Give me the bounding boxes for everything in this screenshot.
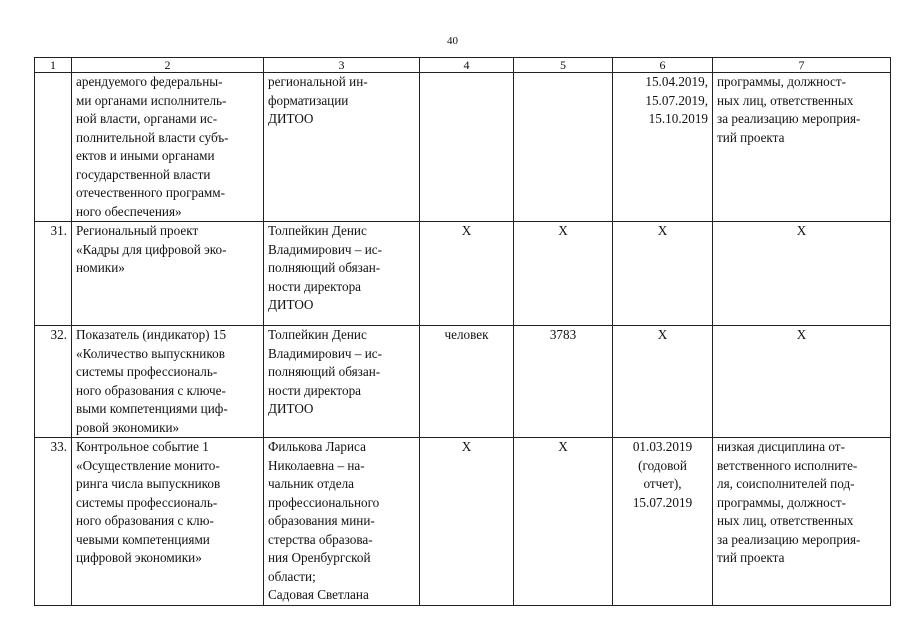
value-cell: Х (514, 222, 613, 326)
note-cell: Х (713, 222, 891, 326)
responsible-person: Толпейкин Денис Владимирович – ис- полняющий обязан- ности директора ДИТОО (264, 326, 420, 438)
unit-cell: Х (420, 222, 514, 326)
value-cell: Х (514, 438, 613, 606)
column-header: 6 (613, 58, 713, 73)
deadline-cell: 15.04.2019, 15.07.2019, 15.10.2019 (613, 73, 713, 222)
table-row (35, 222, 891, 326)
row-number: 31. (35, 222, 72, 326)
row-number: 33. (35, 438, 72, 606)
column-header: 3 (264, 58, 420, 73)
note-cell: Х (713, 326, 891, 438)
event-description: Контрольное событие 1 «Осуществление монито- ринга числа выпускников системы профессиональ- ного образования с клю- чевыми компетенциями цифровой экономики» (72, 438, 264, 606)
deadline-cell: Х (613, 326, 713, 438)
table-header-row (35, 58, 891, 73)
unit-cell: Х (420, 438, 514, 606)
note-cell: программы, должност- ных лиц, ответственных за реализацию мероприя- тий проекта (713, 73, 891, 222)
responsible-person: Филькова Лариса Николаевна – на- чальник отдела профессионального образования мини- стерства образова- ния Оренбургской области; Садовая Светлана (264, 438, 420, 606)
deadline-cell: 01.03.2019 (годовой отчет), 15.07.2019 (613, 438, 713, 606)
table-row (35, 326, 891, 438)
value-cell (514, 73, 613, 222)
event-description: арендуемого федеральны- ми органами исполнитель- ной власти, органами ис- полнительной власти субъ- ектов и иными органами государственной власти отечественного программ- ного обеспечения» (72, 73, 264, 222)
value-cell: 3783 (514, 326, 613, 438)
column-header: 7 (713, 58, 891, 73)
unit-cell: человек (420, 326, 514, 438)
column-header: 5 (514, 58, 613, 73)
deadline-cell: Х (613, 222, 713, 326)
event-description: Региональный проект «Кадры для цифровой эко- номики» (72, 222, 264, 326)
column-header: 4 (420, 58, 514, 73)
column-header: 2 (72, 58, 264, 73)
table-row (35, 438, 891, 606)
responsible-person: региональной ин- форматизации ДИТОО (264, 73, 420, 222)
document-table (34, 57, 891, 606)
responsible-person: Толпейкин Денис Владимирович – ис- полняющий обязан- ности директора ДИТОО (264, 222, 420, 326)
note-cell: низкая дисциплина от- ветственного исполните- ля, соисполнителей под- программы, должност- ных лиц, ответственных за реализацию мероприя- тий проекта (713, 438, 891, 606)
row-number: 32. (35, 326, 72, 438)
table-row (35, 73, 891, 222)
column-header: 1 (35, 58, 72, 73)
row-number (35, 73, 72, 222)
unit-cell (420, 73, 514, 222)
page-number: 40 (447, 35, 458, 47)
event-description: Показатель (индикатор) 15 «Количество выпускников системы профессиональ- ного образования с ключе- выми компетенциями циф- ровой экономики» (72, 326, 264, 438)
